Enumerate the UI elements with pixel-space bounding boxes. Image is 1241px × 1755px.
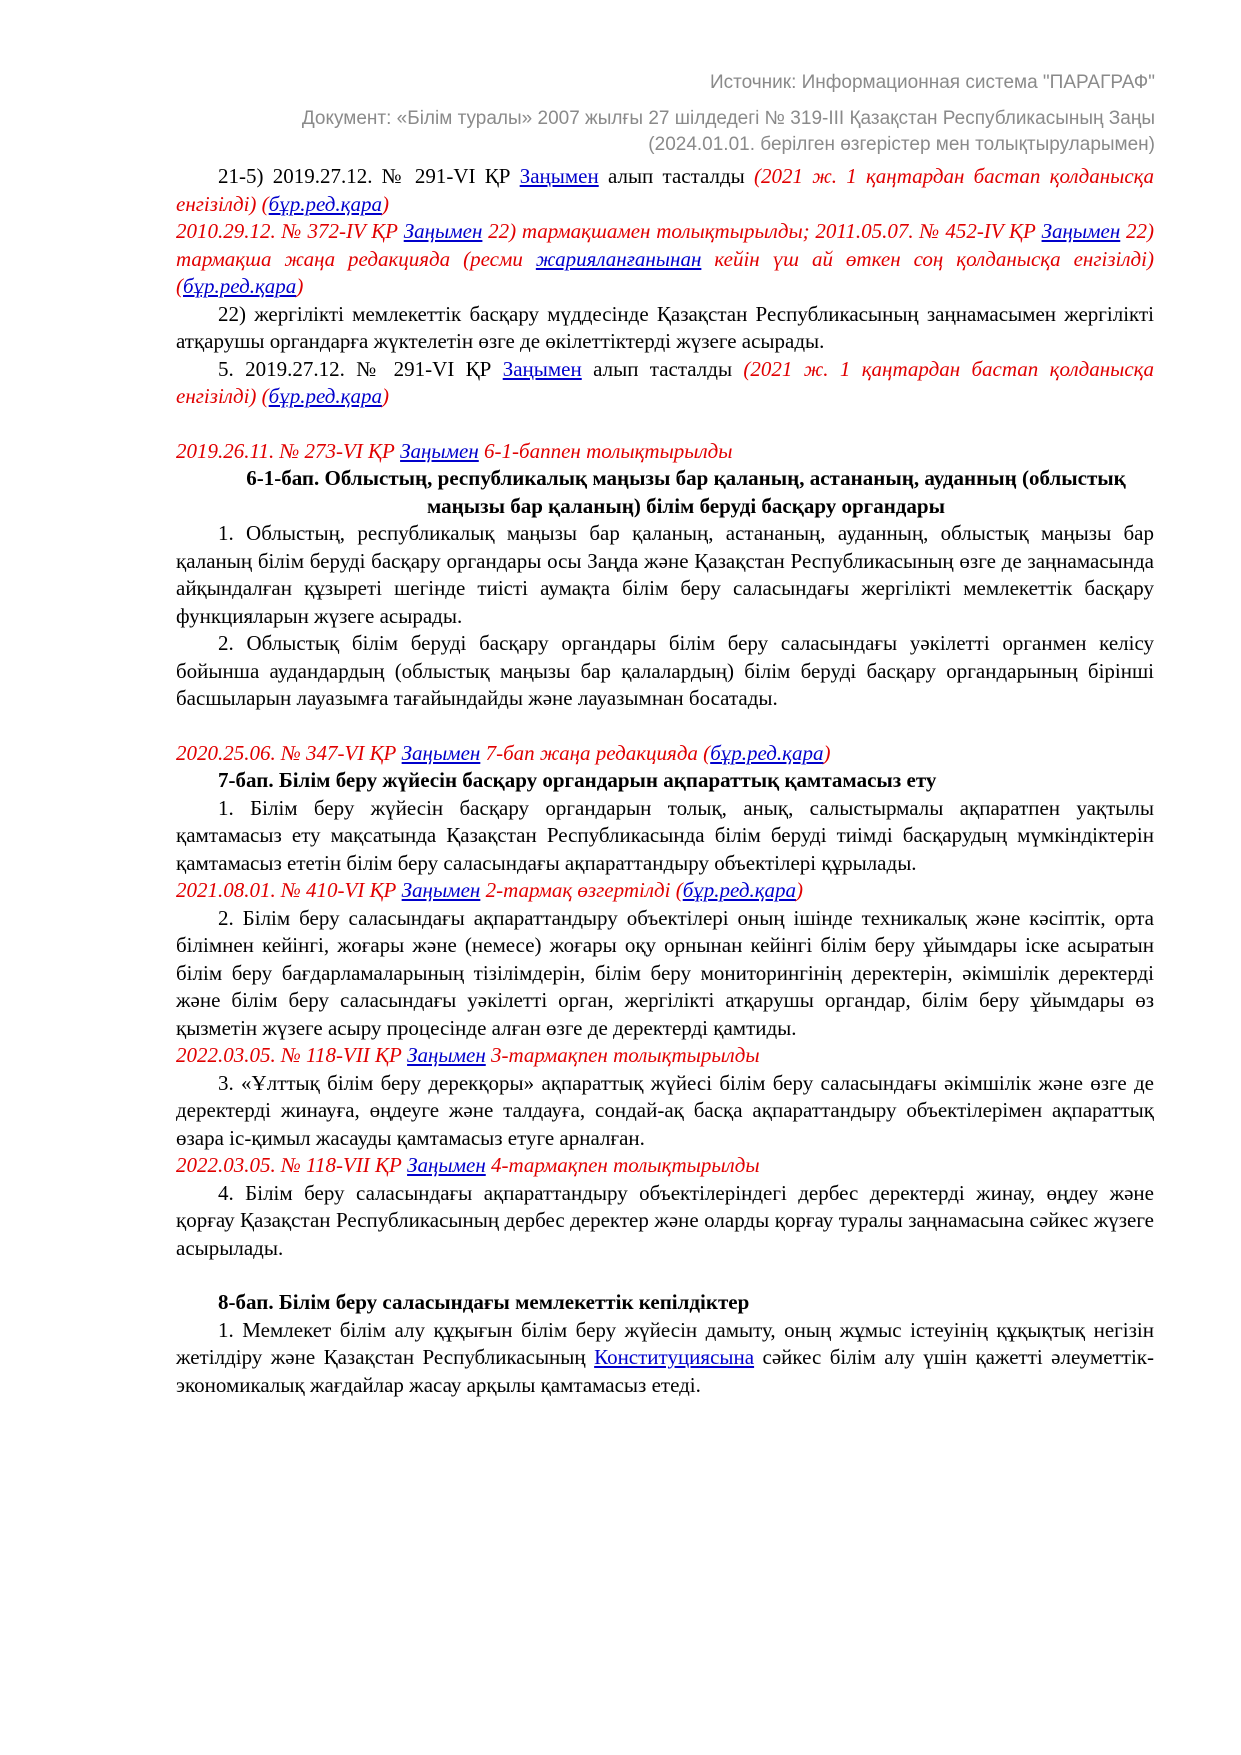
amendment-note-7-3 [176, 1042, 1154, 1070]
law-link[interactable]: Заңымен [401, 740, 481, 765]
text: 4-тармақпен толықтырылды [485, 1153, 760, 1177]
law-link[interactable]: Заңымен [407, 1043, 486, 1067]
document-edition-line: (2024.01.01. берілген өзгерістер мен толықтыруларымен) [648, 134, 1155, 155]
text: 22) тармақшамен толықтырылды; 2011.05.07. № 452-IV ҚР [482, 219, 1042, 243]
paragraph-21-5 [176, 163, 1154, 218]
text: 21-5) 2019.27.12. № 291-VI ҚР [218, 164, 520, 188]
law-link[interactable]: Заңымен [519, 164, 599, 188]
paragraph-7-3: 3. «Ұлттық білім беру дерекқоры» ақпараттық жүйесі білім беру саласындағы әкімшілік және өзге де деректерді жинауға, өңдеуге және талдауға, сондай-ақ басқа ақпараттандыру объектілерімен ақпараттық өзара іс-қимыл жасауды қамтамасыз етуге арналған. [176, 1070, 1154, 1150]
paragraph-22: 22) жергілікті мемлекеттік басқару мүддесінде Қазақстан Республикасының заңнамасымен жергілікті атқарушы органдарға жүктелетін өзге де өкілеттіктерді жүзеге асырады. [176, 301, 1154, 353]
paragraph-7-2: 2. Білім беру саласындағы ақпараттандыру объектілері оның ішінде техникалық және кәсіптік, орта білімнен кейінгі, жоғары және (немесе) жоғары оқу орнынан кейінгі білім беру ұйымдары іске асыратын білім беру бағдарламаларының тізілімдерін, білім беру мониторингінің деректерін, әкімшілік деректерді және білім беру саласындағы уәкілетті орган, жергілікті атқарушы органдар, білім беру ұйымдары өз қызметін жүзеге асыру процесінде алған өзге де деректерді қамтиды. [176, 905, 1154, 1040]
law-link[interactable]: Заңымен [403, 219, 483, 243]
text: 7-бап жаңа редакцияда ( [480, 740, 711, 765]
text: 5. 2019.27.12. № 291-VI ҚР [218, 356, 503, 381]
paragraph-8-1 [176, 1317, 1154, 1400]
paragraph-7-4: 4. Білім беру саласындағы ақпараттандыру объектілеріндегі дербес деректерді жинау, өңдеу және қорғау Қазақстан Республикасының дербес деректер және оларды қорғау туралы заңнамасына сәйкес жүзеге асырылады. [176, 1180, 1154, 1260]
text: 6-1-баппен толықтырылды [478, 438, 733, 463]
amendment-note-6-1 [176, 438, 1154, 466]
document-title-line: Документ: «Білім туралы» 2007 жылғы 27 шілдедегі № 319-III Қазақстан Республикасының Заңы [301, 108, 1155, 129]
text: 2022.03.05. № 118-VII ҚР [176, 1043, 408, 1067]
spacer [176, 1262, 1154, 1289]
amendment-note-7 [176, 740, 1154, 768]
spacer [176, 411, 1154, 438]
paragraph-7-1: 1. Білім беру жүйесін басқару органдарын толық, анық, салыстырмалы ақпаратпен уақтылы қамтамасыз ету мақсатында Қазақстан Республикасында білім беруді тиімді басқарудың мүмкіндіктерін қамтамасыз ететін білім беру саласындағы ақпараттандыру объектілері құрылады. [176, 795, 1154, 875]
text: сәйкес білім алу үшін қажетті әлеуметтік-экономикалық жағдайлар жасау арқылы қамтамасыз етеді. [176, 1345, 1154, 1397]
text: 2021.08.01. № 410-VI ҚР [176, 878, 402, 902]
law-link[interactable]: Заңымен [401, 878, 481, 902]
text: кейін үш ай өткен соң қолданысқа енгізілді) ( [176, 246, 1154, 298]
text: ) [823, 740, 831, 765]
amendment-note-7-4 [176, 1152, 1154, 1180]
text: алып тасталды [598, 164, 755, 188]
amendment-note-22 [176, 218, 1154, 301]
text: ) [381, 191, 389, 216]
prev-edition-link[interactable]: бұр.ред.қара [682, 878, 797, 902]
paragraph-6-1-1: 1. Облыстың, республикалық маңызы бар қаланың, астананың, ауданның, облыстық маңызы бар қаланың білім беруді басқару органдары осы Заңда және Қазақстан Республикасының өзге де заңнамасында айқындалған құзыреті шегінде тиісті аумақта білім беру саласындағы жергілікті мемлекеттік басқару функцияларын жүзеге асырады. [176, 521, 1154, 628]
published-link[interactable]: жарияланғанынан [535, 246, 702, 271]
text: 2010.29.12. № 372-IV ҚР [176, 219, 404, 243]
article-6-1-title: 6-1-бап. Облыстың, республикалық маңызы бар қаланың, астананың, ауданның (облыстық маңызы бар қаланың) білім беруді басқару органдары [246, 466, 1126, 518]
text: 2022.03.05. № 118-VII ҚР [176, 1153, 408, 1177]
article-8-title: 8-бап. Білім беру саласындағы мемлекеттік кепілдіктер [218, 1290, 750, 1314]
paragraph-6-1-2: 2. Облыстық білім беруді басқару органдары білім беру саласындағы уәкілетті органмен келісу бойынша аудандардың (облыстық маңызы бар қалалардың) білім беруді басқару органдарының бірінші басшыларын лауазымға тағайындайды және лауазымнан босатады. [176, 631, 1154, 710]
law-link[interactable]: Заңымен [502, 356, 582, 381]
page-header [302, 70, 1155, 158]
law-link[interactable]: Заңымен [400, 438, 479, 463]
prev-edition-link[interactable]: бұр.ред.қара [710, 740, 824, 765]
prev-edition-link[interactable]: бұр.ред.қара [268, 191, 382, 216]
law-link[interactable]: Заңымен [407, 1153, 486, 1177]
text: 2020.25.06. № 347-VI ҚР [176, 740, 402, 765]
article-7-title: 7-бап. Білім беру жүйесін басқару органдарын ақпараттық қамтамасыз ету [218, 768, 937, 792]
text: 1. Мемлекет білім алу құқығын білім беру жүйесін дамыту, оның жұмыс істеуінің құқықтық негізін жетілдіру және Қазақстан Республикасының [176, 1317, 1154, 1369]
text: 22) тармақша жаңа редакцияда (ресми [176, 219, 1154, 271]
paragraph-5 [176, 356, 1154, 411]
source-line: Источник: Информационная система "ПАРАГРАФ" [709, 72, 1155, 93]
text: 2019.26.11. № 273-VI ҚР [176, 438, 401, 463]
text: 2-тармақ өзгертілді ( [480, 878, 683, 902]
text: ) [796, 878, 804, 902]
constitution-link[interactable]: Конституциясына [594, 1345, 755, 1369]
prev-edition-link[interactable]: бұр.ред.қара [268, 384, 382, 408]
text: алып тасталды [581, 356, 744, 381]
text: 3-тармақпен толықтырылды [485, 1043, 760, 1067]
law-link[interactable]: Заңымен [1041, 219, 1121, 243]
amendment-note-7-2 [176, 877, 1154, 905]
spacer [176, 713, 1154, 740]
text: (2021 ж. 1 қаңтардан бастап қолданысқа енгізілді) ( [176, 356, 1155, 408]
prev-edition-link[interactable]: бұр.ред.қара [183, 274, 297, 298]
document-body [176, 163, 1154, 1399]
text: ) [381, 384, 389, 408]
text: (2021 ж. 1 қаңтардан бастап қолданысқа енгізілді) ( [176, 164, 1154, 216]
text: ) [296, 274, 304, 298]
